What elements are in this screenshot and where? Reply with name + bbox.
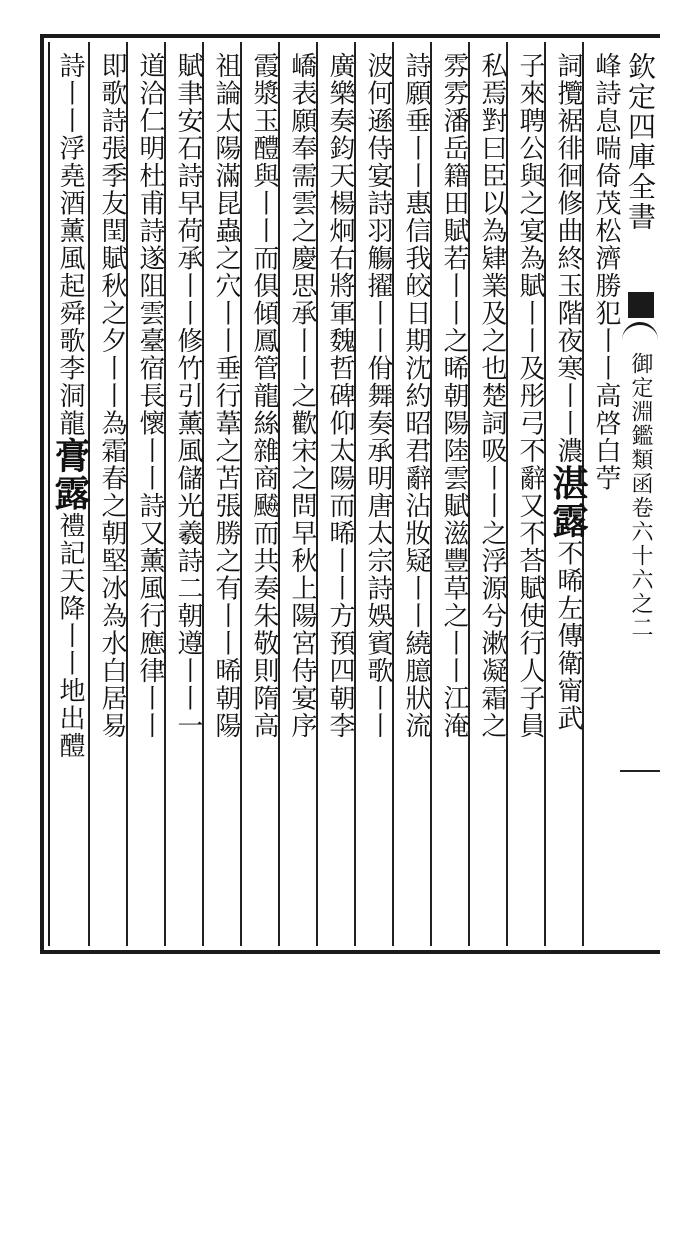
text-column: 詞攬裾徘徊修曲終玉階夜寒丨丨濃湛露不晞左傳衛甯武 [547,52,589,732]
text-column: 詩願垂丨丨惠信我皎日期沈約昭君辭沾妝疑丨丨繞臆狀流 [401,52,431,740]
text-column: 即歌詩張季友閏賦秋之夕丨丨為霜春之朝堅冰為水白居易 [97,52,127,740]
text-column: 子來聘公與之宴為賦丨丨及彤弓不辭又不荅賦使行人子員 [515,52,545,740]
book-title: 欽定四庫全書 [624,52,657,232]
headword: 膏露 [49,437,91,512]
text-column: 道洽仁明杜甫詩遂阻雲臺宿長懷丨丨詩又薰風行應律丨丨 [135,52,165,740]
text-column: 雰雰潘岳籍田賦若丨丨之晞朝陽陸雲賦滋豐草之丨丨江淹 [439,52,469,740]
text-column: 賦聿安石詩早荷承丨丨修竹引薰風儲光羲詩二朝遵丨丨一 [173,52,203,740]
text-column: 霞漿玉醴與丨丨而俱傾鳳管龍絲雜商飇而共奏朱敬則隋高 [249,52,279,740]
volume-label: 御定淵鑑類函卷六十六之二 [628,352,653,640]
headword: 湛露 [547,464,589,540]
text-column: 祖論太陽滿昆蟲之穴丨丨垂行葦之苫張勝之有丨丨晞朝陽 [211,52,241,740]
text-column: 波何遜侍宴詩羽觴擢丨丨佾舞奏承明唐太宗詩娛賓歌丨丨 [363,52,393,740]
text-column: 私焉對曰臣以為肄業及之也楚詞吸丨丨之浮源兮漱凝霜之 [477,52,507,740]
text-column: 嶠表願奉需雲之慶思承丨丨之歡宋之問早秋上陽宮侍宴序 [287,52,317,740]
text-column: 詩丨丨浮堯酒薰風起舜歌李洞龍膏露禮記天降丨丨地出醴 [49,52,91,760]
text-column: 廣樂奏鈞天楊炯右將軍魏哲碑仰太陽而晞丨丨方預四朝李 [325,52,355,740]
text-column: 峰詩息喘倚茂松濟勝犯丨丨高啓白苧 [591,52,621,492]
fish-tail-mark [628,292,654,318]
